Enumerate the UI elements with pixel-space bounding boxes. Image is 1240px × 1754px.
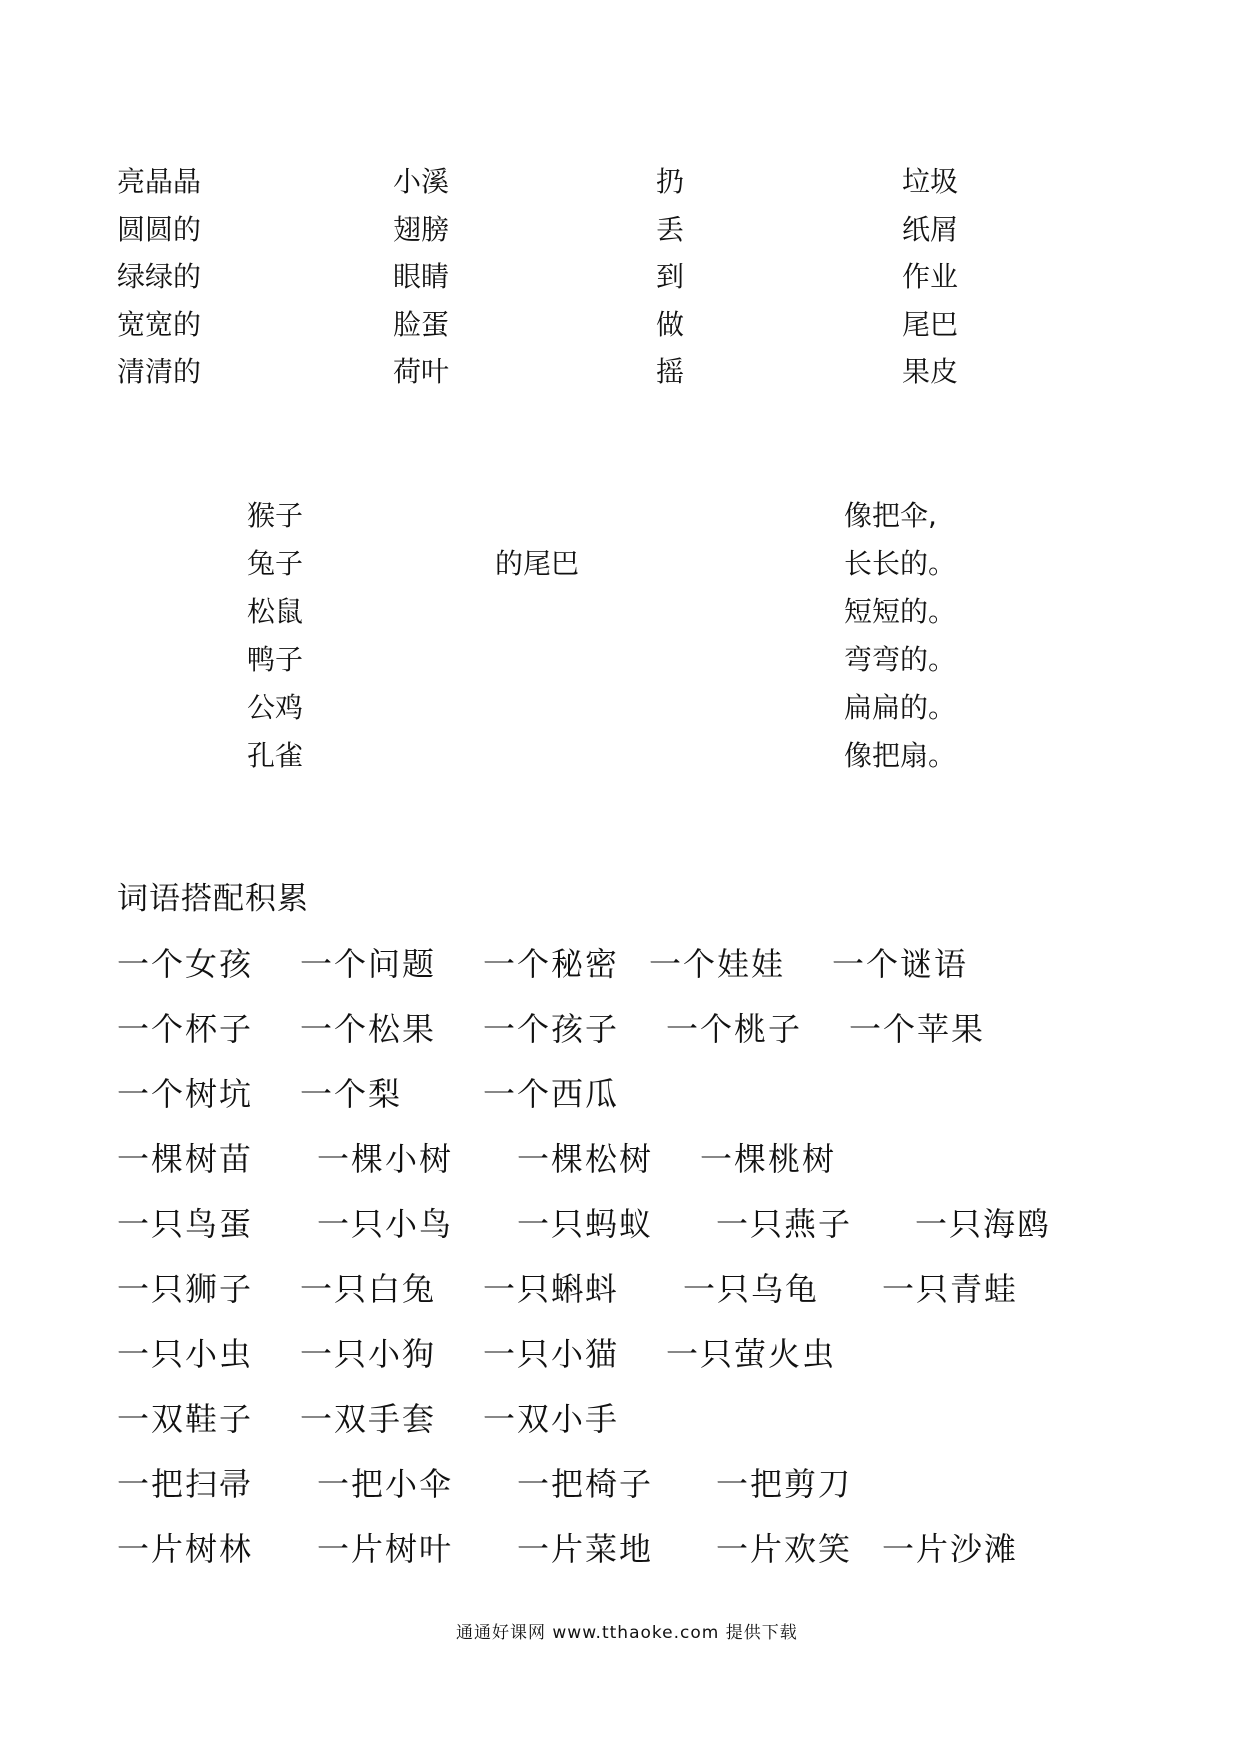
collocation-phrase: 一把剪刀 [716, 1465, 853, 1503]
match1-col1-item: 圆圆的 [117, 213, 202, 246]
animal-name: 松鼠 [247, 595, 304, 628]
collocation-phrase: 一个树坑 [117, 1075, 254, 1113]
collocation-phrase: 一只小虫 [117, 1335, 254, 1373]
collocation-phrase: 一个杯子 [117, 1010, 254, 1048]
collocation-phrase: 一把扫帚 [117, 1465, 254, 1503]
match1-col1-item: 亮晶晶 [117, 165, 202, 198]
match1-col1-item: 清清的 [117, 355, 202, 388]
collocation-phrase: 一片树叶 [317, 1530, 454, 1568]
collocation-phrase: 一个西瓜 [483, 1075, 620, 1113]
collocation-phrase: 一棵小树 [317, 1140, 454, 1178]
collocation-phrase: 一只小狗 [300, 1335, 437, 1373]
tail-description: 弯弯的。 [844, 643, 957, 676]
collocation-phrase: 一双小手 [483, 1400, 620, 1438]
collocation-phrase: 一棵松树 [517, 1140, 654, 1178]
match1-col3-item: 摇 [656, 355, 685, 388]
match1-col4-item: 果皮 [902, 355, 959, 388]
tail-description: 短短的。 [844, 595, 957, 628]
animal-name: 公鸡 [247, 691, 304, 724]
animal-name: 孔雀 [247, 739, 304, 772]
collocation-phrase: 一只白兔 [300, 1270, 437, 1308]
collocation-phrase: 一只小猫 [483, 1335, 620, 1373]
collocation-phrase: 一个苹果 [849, 1010, 986, 1048]
collocation-phrase: 一个孩子 [483, 1010, 620, 1048]
animal-name: 鸭子 [247, 643, 304, 676]
collocation-phrase: 一把椅子 [517, 1465, 654, 1503]
collocation-phrase: 一只狮子 [117, 1270, 254, 1308]
collocation-phrase: 一只青蛙 [882, 1270, 1019, 1308]
animal-name: 兔子 [247, 547, 304, 580]
section-heading: 词语搭配积累 [117, 881, 309, 917]
tail-description: 长长的。 [844, 547, 957, 580]
tail-description: 像把扇。 [844, 739, 957, 772]
collocation-phrase: 一只蝌蚪 [483, 1270, 620, 1308]
match1-col2-item: 脸蛋 [393, 308, 450, 341]
page-footer: 通通好课网 www.tthaoke.com 提供下载 [456, 1623, 798, 1643]
collocation-phrase: 一个梨 [300, 1075, 403, 1113]
collocation-phrase: 一双手套 [300, 1400, 437, 1438]
collocation-phrase: 一只乌龟 [683, 1270, 820, 1308]
match1-col3-item: 扔 [656, 165, 685, 198]
collocation-phrase: 一只小鸟 [317, 1205, 454, 1243]
match1-col3-item: 丢 [656, 213, 685, 246]
match1-col4-item: 垃圾 [902, 165, 959, 198]
collocation-phrase: 一只蚂蚁 [517, 1205, 654, 1243]
match1-col3-item: 做 [656, 308, 685, 341]
collocation-phrase: 一个秘密 [483, 945, 620, 983]
collocation-phrase: 一个松果 [300, 1010, 437, 1048]
collocation-phrase: 一棵桃树 [700, 1140, 837, 1178]
tail-middle-label: 的尾巴 [495, 547, 580, 580]
match1-col3-item: 到 [656, 260, 685, 293]
collocation-phrase: 一个桃子 [666, 1010, 803, 1048]
match1-col2-item: 荷叶 [393, 355, 450, 388]
match1-col1-item: 绿绿的 [117, 260, 202, 293]
match1-col1-item: 宽宽的 [117, 308, 202, 341]
collocation-phrase: 一把小伞 [317, 1465, 454, 1503]
match1-col4-item: 尾巴 [902, 308, 959, 341]
collocation-phrase: 一个娃娃 [649, 945, 786, 983]
match1-col4-item: 作业 [902, 260, 959, 293]
collocation-phrase: 一片沙滩 [882, 1530, 1019, 1568]
match1-col2-item: 小溪 [393, 165, 450, 198]
collocation-phrase: 一只燕子 [716, 1205, 853, 1243]
collocation-phrase: 一片欢笑 [716, 1530, 853, 1568]
collocation-phrase: 一只海鸥 [915, 1205, 1052, 1243]
collocation-phrase: 一片树林 [117, 1530, 254, 1568]
animal-name: 猴子 [247, 499, 304, 532]
collocation-phrase: 一双鞋子 [117, 1400, 254, 1438]
collocation-phrase: 一个谜语 [832, 945, 969, 983]
collocation-phrase: 一个女孩 [117, 945, 254, 983]
match1-col2-item: 翅膀 [393, 213, 450, 246]
match1-col4-item: 纸屑 [902, 213, 959, 246]
collocation-phrase: 一个问题 [300, 945, 437, 983]
collocation-phrase: 一片菜地 [517, 1530, 654, 1568]
collocation-phrase: 一只鸟蛋 [117, 1205, 254, 1243]
tail-description: 扁扁的。 [844, 691, 957, 724]
match1-col2-item: 眼睛 [393, 260, 450, 293]
collocation-phrase: 一棵树苗 [117, 1140, 254, 1178]
collocation-phrase: 一只萤火虫 [666, 1335, 837, 1373]
tail-description: 像把伞, [844, 499, 937, 532]
